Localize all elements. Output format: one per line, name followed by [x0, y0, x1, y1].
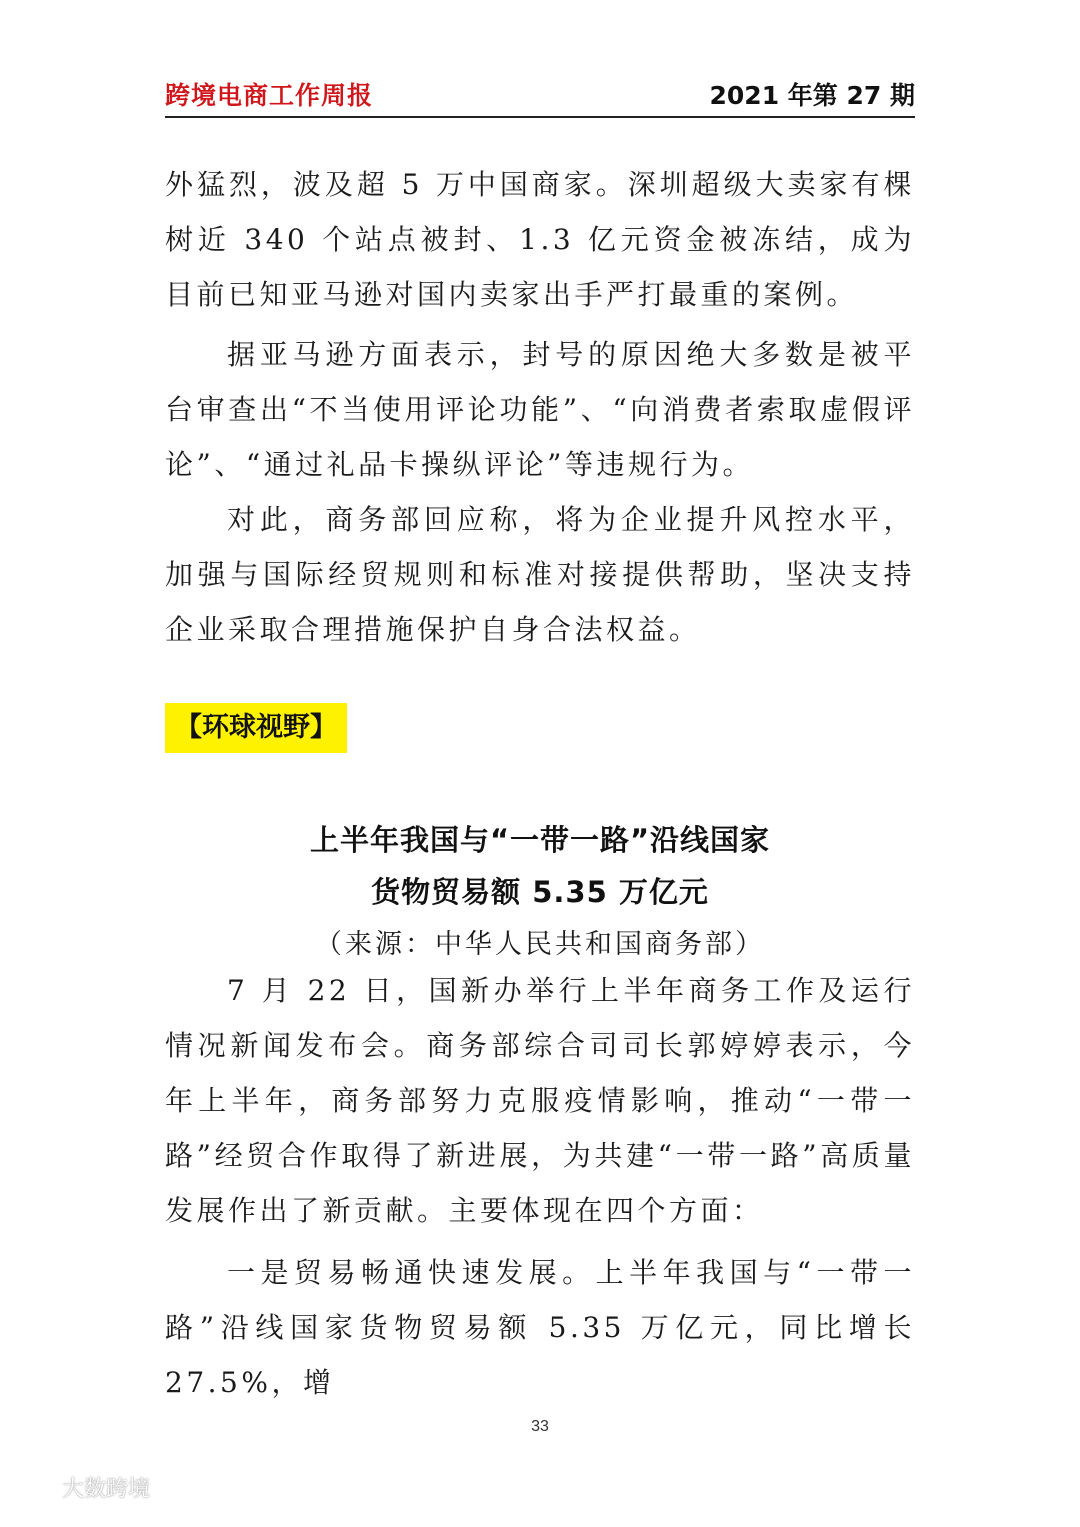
- page-number: 33: [531, 1418, 549, 1435]
- watermark-logo-icon: [8, 1473, 56, 1501]
- paragraph-trade-growth: 一是贸易畅通快速发展。上半年我国与“一带一路”沿线国家货物贸易额 5.35 万亿元，同比增长 27.5%，增: [165, 1256, 915, 1399]
- report-title: 跨境电商工作周报: [165, 81, 374, 110]
- watermark-text: 大数跨境: [62, 1476, 151, 1502]
- article-title-line2: 货物贸易额 5.35 万亿元: [371, 875, 709, 909]
- paragraph-mofcom-response: 对此，商务部回应称，将为企业提升风控水平，加强与国际经贸规则和标准对接提供帮助，坚决支持企业采取合理措施保护自身合法权益。: [165, 503, 915, 646]
- watermark: [8, 1467, 150, 1507]
- article-source: （来源：中华人民共和国商务部）: [315, 929, 765, 960]
- paragraph-press-conference: 7 月 22 日，国新办举行上半年商务工作及运行情况新闻发布会。商务部综合司司长郭婷婷表示，今年上半年，商务部努力克服疫情影响，推动“一带一路”经贸合作取得了新进展，为共建“一带一路”高质量发展作出了新贡献。主要体现在四个方面：: [165, 974, 915, 1227]
- section-tag: 【环球视野】: [165, 703, 347, 753]
- paragraph-intro-continued: 外猛烈，波及超 5 万中国商家。深圳超级大卖家有棵树近 340 个站点被封、1.3 亿元资金被冻结，成为目前已知亚马逊对国内卖家出手严打最重的案例。: [165, 168, 915, 311]
- paragraph-amazon-statement: 据亚马逊方面表示，封号的原因绝大多数是被平台审查出“不当使用评论功能”、“向消费者索取虚假评论”、“通过礼品卡操纵评论”等违规行为。: [165, 338, 915, 481]
- article-title-line1: 上半年我国与“一带一路”沿线国家: [309, 823, 771, 857]
- page-header: [165, 76, 915, 118]
- issue-number: 2021 年第 27 期: [709, 81, 915, 110]
